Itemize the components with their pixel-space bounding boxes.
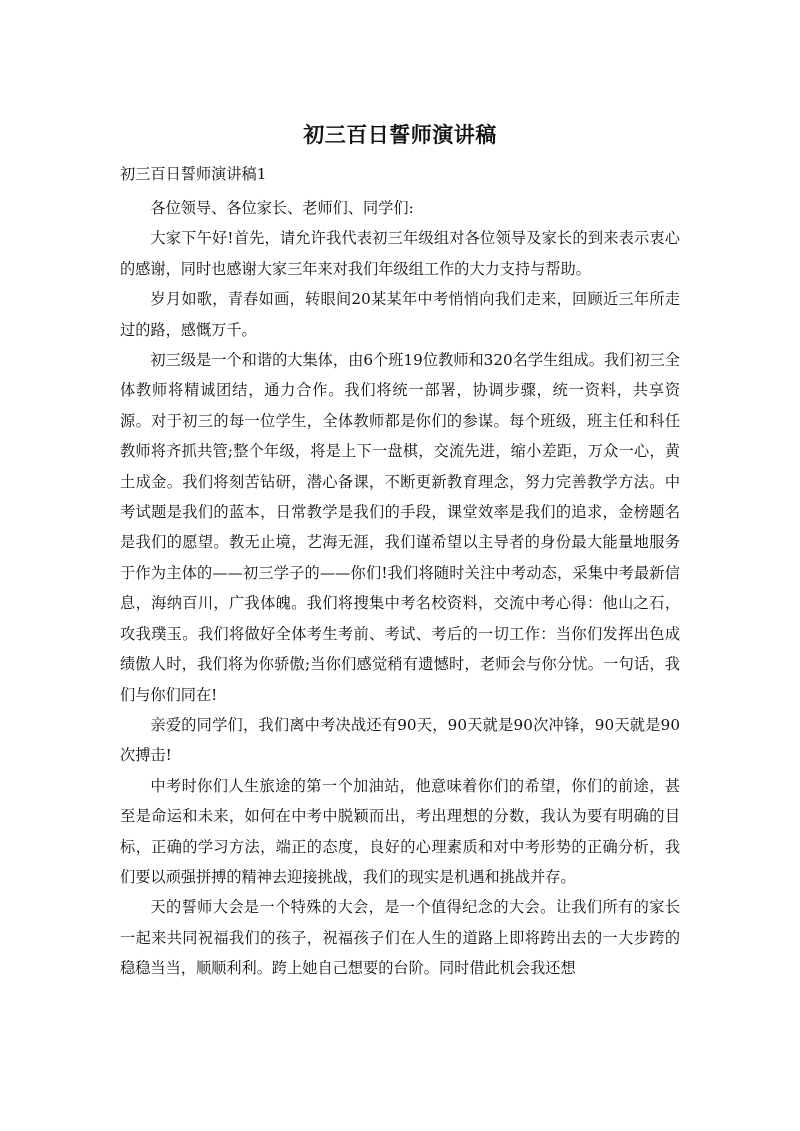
paragraph-exam-significance: 中考时你们人生旅途的第一个加油站，他意味着你们的希望，你们的前途，甚至是命运和未来，如何在中考中脱颖而出，考出理想的分数，我认为要有明确的目标，正确的学习方法，端正的态度，良好的心理素质和对中考形势的正确分析，我们要以顽强拼搏的精神去迎接挑战，我们的现实是机遇和挑战并存。 — [120, 776, 680, 886]
section-heading: 初三百日誓师演讲稿1 — [120, 165, 267, 183]
document-title: 初三百日誓师演讲稿 — [303, 123, 497, 147]
paragraph-assembly: 天的誓师大会是一个特殊的大会，是一个值得纪念的大会。让我们所有的家长一起来共同祝福我们的孩子，祝福孩子们在人生的道路上即将跨出去的一大步跨的稳稳当当，顺顺利利。跨上她自己想要的台阶。同时借此机会我还想 — [120, 898, 680, 978]
paragraph-welcome: 大家下午好!首先，请允许我代表初三年级组对各位领导及家长的到来表示衷心的感谢，同时也感谢大家三年来对我们年级组工作的大力支持与帮助。 — [120, 229, 680, 278]
paragraph-greeting: 各位领导、各位家长、老师们、同学们: — [150, 199, 414, 217]
document-body — [120, 193, 680, 984]
paragraph-countdown: 亲爱的同学们，我们离中考决战还有90天，90天就是90次冲锋，90天就是90次搏击! — [120, 715, 680, 765]
paragraph-teachers-commitment: 初三级是一个和谐的大集体，由6个班19位教师和320名学生组成。我们初三全体教师将精诚团结，通力合作。我们将统一部署，协调步骤，统一资料，共享资源。对于初三的每一位学生，全体教师都是你们的参谋。每个班级，班主任和科任教师将齐抓共管;整个年级，将是上下一盘棋，交流先进，缩小差距，万众一心，黄土成金。我们将刻苦钻研，潜心备课，不断更新教育理念，努力完善教学方法。中考试题是我们的蓝本，日常教学是我们的手段，课堂效率是我们的追求，金榜题名是我们的愿望。教无止境，艺海无涯，我们谨希望以主导者的身份最大能量地服务于作为主体的——初三学子的——你们!我们将随时关注中考动态，采集中考最新信息，海纳百川，广我体魄。我们将搜集中考名校资料，交流中考心得：他山之石，攻我璞玉。我们将做好全体考生考前、考试、考后的一切工作：当你们发挥出色成绩傲人时，我们将为你骄傲;当你们感觉稍有遗憾时，老师会与你分忧。一句话，我们与你们同在! — [120, 351, 680, 704]
paragraph-reflection: 岁月如歌，青春如画，转眼间20某某年中考悄悄向我们走来，回顾近三年所走过的路，感慨万千。 — [120, 290, 680, 339]
